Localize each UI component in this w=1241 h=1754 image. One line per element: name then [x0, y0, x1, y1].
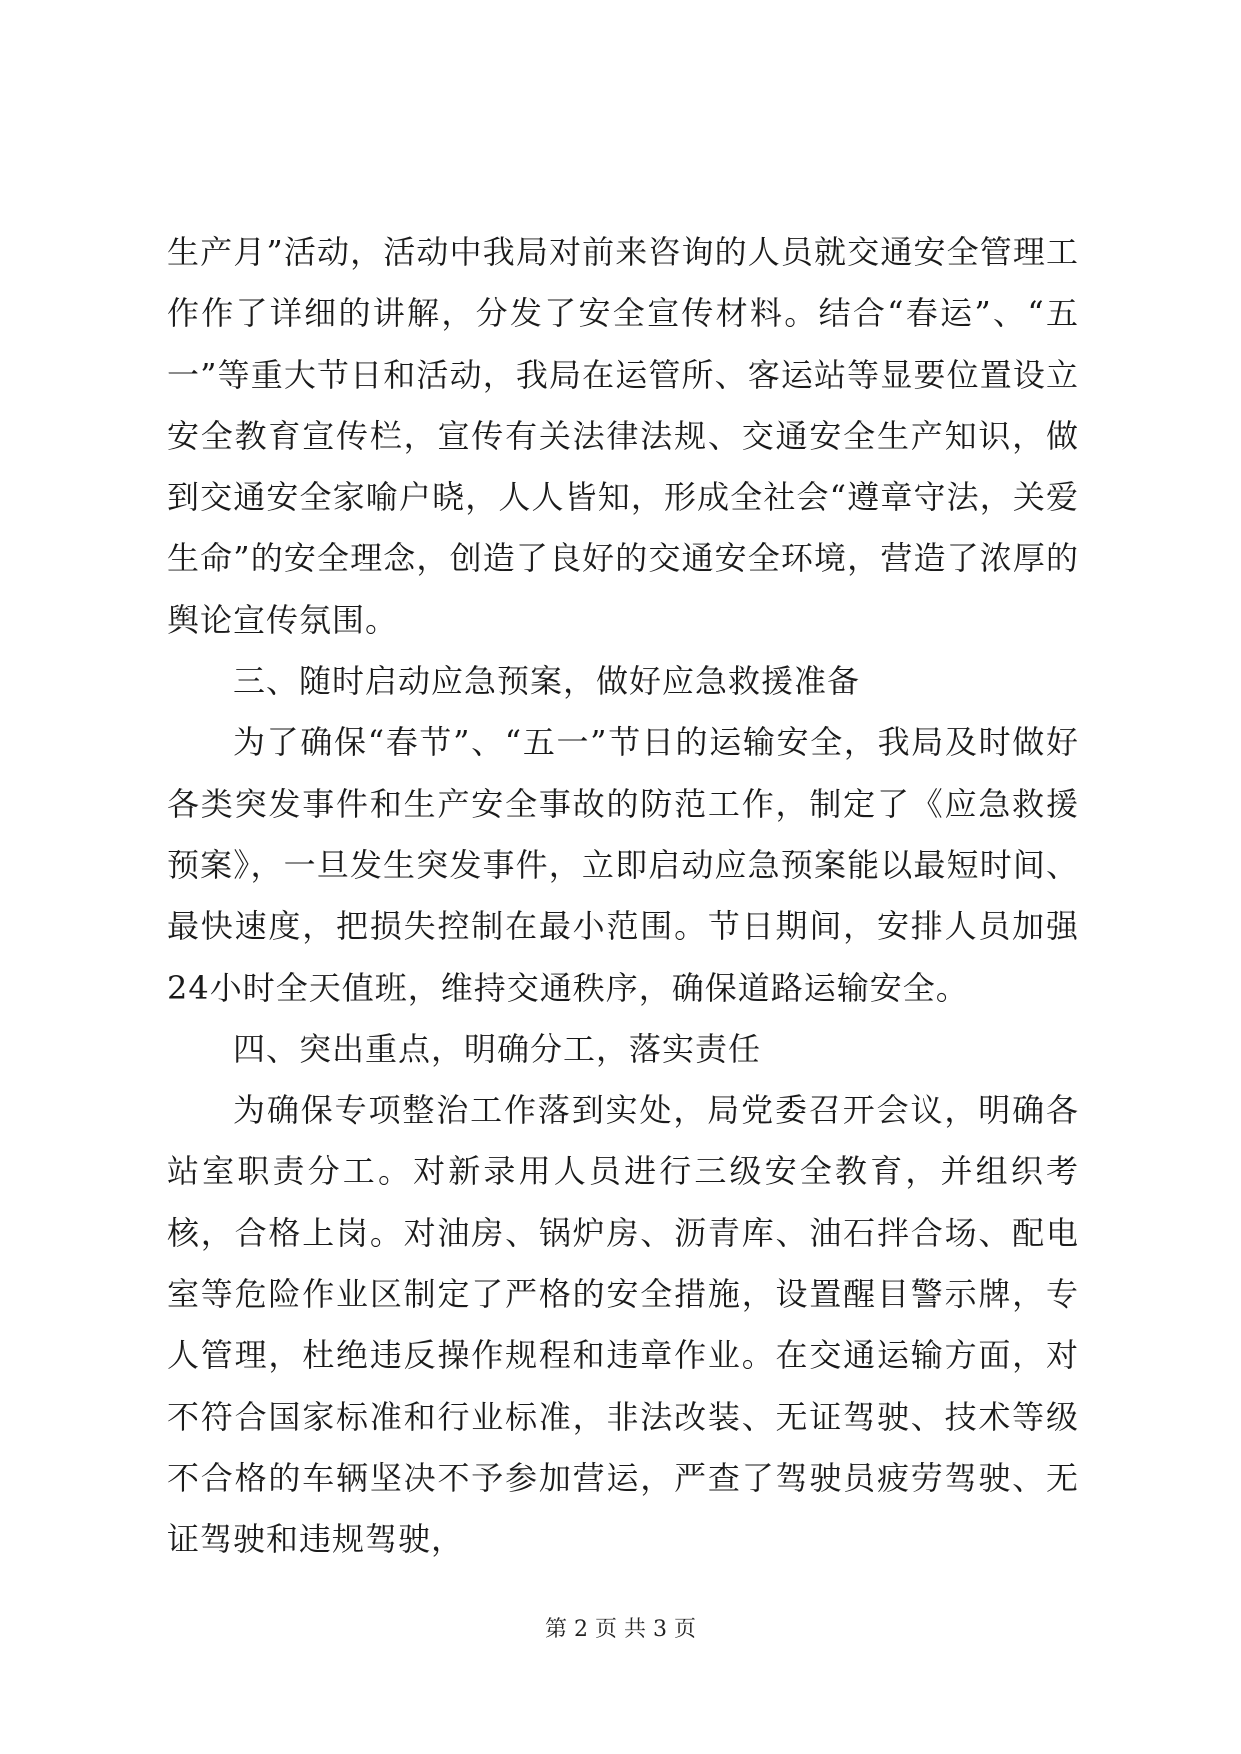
page-number-footer: 第 2 页 共 3 页 — [545, 1617, 696, 1642]
section-heading-3: 三、随时启动应急预案，做好应急救援准备 — [233, 662, 861, 701]
paragraph-emergency-plan: 为了确保“春节”、“五一”节日的运输安全，我局及时做好各类突发事件和生产安全事故的防范工作，制定了《应急救援预案》，一旦发生突发事件，立即启动应急预案能以最短时间、最快速度，把损失控制在最小范围。节日期间，安排人员加强24小时全天值班，维持交通秩序，确保道路运输安全。 — [167, 723, 1079, 1007]
section-heading-4: 四、突出重点，明确分工，落实责任 — [233, 1029, 762, 1068]
paragraph-responsibility: 为确保专项整治工作落到实处，局党委召开会议，明确各站室职责分工。对新录用人员进行三级安全教育，并组织考核，合格上岗。对油房、锅炉房、沥青库、油石拌合场、配电室等危险作业区制定了严格的安全措施，设置醒目警示牌，专人管理，杜绝违反操作规程和违章作业。在交通运输方面，对不符合国家标准和行业标准，非法改装、无证驾驶、技术等级不合格的车辆坚决不予参加营运，严查了驾驶员疲劳驾驶、无证驾驶和违规驾驶， — [167, 1091, 1079, 1559]
paragraph-continuation: 生产月”活动，活动中我局对前来咨询的人员就交通安全管理工作作了详细的讲解，分发了安全宣传材料。结合“春运”、“五一”等重大节日和活动，我局在运管所、客运站等显要位置设立安全教育宣传栏，宣传有关法律法规、交通安全生产知识，做到交通安全家喻户晓，人人皆知，形成全社会“遵章守法，关爱生命”的安全理念，创造了良好的交通安全环境，营造了浓厚的舆论宣传氛围。 — [167, 233, 1079, 639]
document-body — [167, 222, 1079, 1571]
